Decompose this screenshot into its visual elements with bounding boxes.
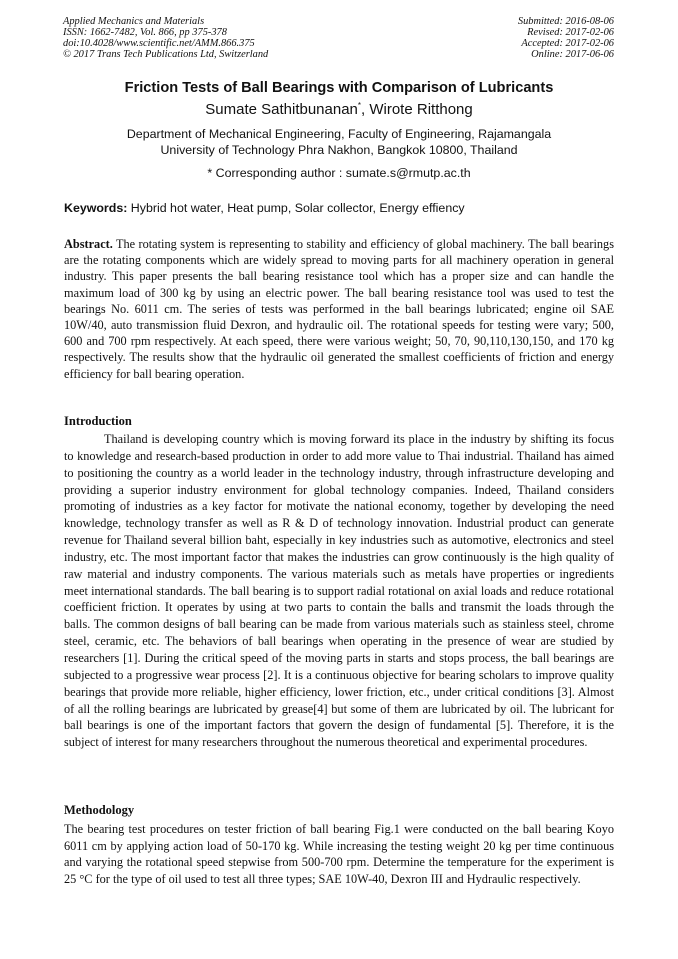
author-2: , Wirote Ritthong <box>361 101 473 118</box>
corresponding-author: * Corresponding author : sumate.s@rmutp.ac.th <box>207 166 471 180</box>
doi: doi:10.4028/www.scientific.net/AMM.866.375 <box>63 38 255 49</box>
submitted-date: Submitted: 2016-08-06 <box>517 16 614 27</box>
copyright: © 2017 Trans Tech Publications Ltd, Switzerland <box>63 49 269 60</box>
author-1: Sumate Sathitbunanan <box>205 101 358 118</box>
authors <box>0 101 678 118</box>
introduction-heading: Introduction <box>64 414 132 428</box>
dates-info <box>518 16 614 60</box>
journal-info <box>63 16 268 60</box>
abstract-label: Abstract. <box>64 237 113 251</box>
keywords-label: Keywords: <box>64 201 128 215</box>
affiliation-line: University of Technology Phra Nakhon, Bangkok 10800, Thailand <box>160 143 518 157</box>
affiliation-line: Department of Mechanical Engineering, Faculty of Engineering, Rajamangala <box>126 127 552 141</box>
online-date: Online: 2017-06-06 <box>531 49 614 60</box>
introduction-text: Thailand is developing country which is moving forward its place in the industry by shifting its focus to knowledge and research-based production in order to add more value to Thai industrial. Thailand has aimed to positioning the country as a world leader in the technology industry, through infrastructure developing and providing a superior industry environment for global technology companies. Indeed, Thailand considers promoting of industries as a key factor for motivate the national economy, together by developing the need knowledge, technology transfer as well as R & D of technology innovation. Industrial product can generate revenue for Thailand several billion baht, especially in key industries such as automotive, electronics and steel industry, etc. The most important factor that makes the industries can grow continuously is the high quality of raw material and industry components. The various materials such as metals have properties or ingredients meet international standards. The ball bearing is to support radial rotational on axial loads and reduce rotational coefficient friction. It operates by using at two parts to contain the balls and transmit the loads through the balls. The common designs of ball bearing can be made from various materials such as stainless steel, chrome steel, ceramic, etc. The behaviors of ball bearings when operating in the presence of wear are studied by researchers [1]. During the critical speed of the moving parts in starts and stops process, the ball bearings are subjected to a progressive wear process [2]. It is a continuous objective for bearing scholars to improve quality bearings that provide more reliable, higher efficiency, lower friction, etc., under critical conditions [3]. Almost of all the rolling bearings are lubricated by grease[4] but some of them are lubricated by oil. The lubricant for ball bearings is one of the important factors that govern the design of fundamental [5]. Therefore, it is the subject of interest for many researchers throughout the numerous theoretical and experimental procedures. <box>64 432 614 750</box>
methodology-text: The bearing test procedures on tester friction of ball bearing Fig.1 were conducted on the ball bearing Koyo 6011 cm by applying action load of 50-170 kg. While increasing the testing weight 20 kg per time continuous and varying the rotational speed stepwise from 500-700 rpm. Determine the temperature for the experiment is 25 °C for the type of oil used to test all three types; SAE 10W-40, Dexron III and Hydraulic respectively. <box>64 822 614 886</box>
keywords-text: Hybrid hot water, Heat pump, Solar collector, Energy effiency <box>127 201 465 215</box>
revised-date: Revised: 2017-02-06 <box>527 27 614 38</box>
abstract-text: The rotating system is representing to stability and efficiency of global machinery. The ball bearings are the rotating components which are widely spread to moving parts for all machinery operation in general industry. This paper presents the ball bearing resistance tool which has a proper size and can handle the maximum load of 300 kg by using an electric power. The ball bearing resistance tool was used to test the bearings No. 6011 cm. The series of tests was performed in the ball bearings lubricated; engine oil SAE 10W/40, auto transmission fluid Dexron, and hydraulic oil. The rotational speeds for testing were vary; 500, 600 and 700 rpm respectively. At each speed, there were various weight; 50, 70, 90,110,130,150, and 170 kg respectively. The results show that the hydraulic oil generated the smallest coefficients of friction and energy efficiency for ball bearing operation. <box>64 237 614 381</box>
abstract <box>64 236 614 382</box>
methodology-heading: Methodology <box>64 803 135 817</box>
issn: ISSN: 1662-7482, Vol. 866, pp 375-378 <box>63 27 227 38</box>
journal-name: Applied Mechanics and Materials <box>63 16 205 27</box>
corresponding-mark: * <box>357 101 362 110</box>
paper-title: Friction Tests of Ball Bearings with Comparison of Lubricants <box>124 80 554 96</box>
accepted-date: Accepted: 2017-02-06 <box>521 38 614 49</box>
affiliation <box>0 126 678 158</box>
keywords <box>64 201 465 215</box>
